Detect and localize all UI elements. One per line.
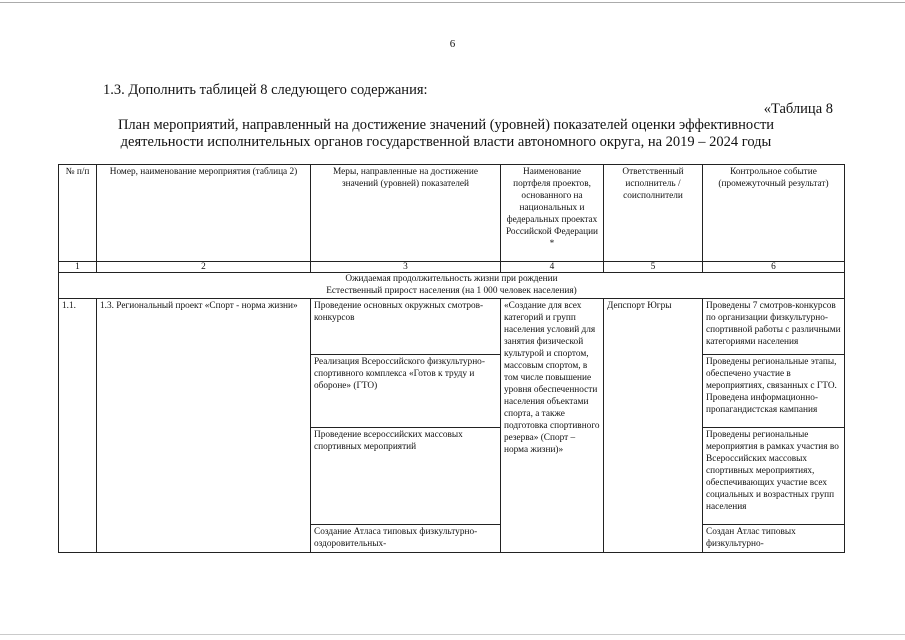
document-title-line-2: деятельности исполнительных органов государственной власти автономного округа, на 2019 – 2024 годы <box>120 134 772 150</box>
action-plan-table <box>58 164 845 553</box>
table-header-row <box>59 165 845 262</box>
column-number: 3 <box>311 262 501 273</box>
indicator-group-cell <box>59 273 845 299</box>
row-responsible: Депспорт Югры <box>604 299 703 553</box>
header-control-event: Контрольное событие (промежуточный результат) <box>703 165 845 262</box>
measure-cell: Проведение основных окружных смотров-конкурсов <box>311 299 501 355</box>
column-number: 6 <box>703 262 845 273</box>
result-cell: Проведены региональные мероприятия в рамках участия во Всероссийских массовых спортивных мероприятиях, обеспечивающих участие всех социальных и возрастных групп населения <box>703 428 845 525</box>
measure-cell: Проведение всероссийских массовых спортивных мероприятий <box>311 428 501 525</box>
measure-cell: Реализация Всероссийского физкультурно-спортивного комплекса «Готов к труду и обороне» (ГТО) <box>311 355 501 428</box>
document-title-line-1: План мероприятий, направленный на достижение значений (уровней) показателей оценки эффективности <box>117 117 775 133</box>
header-event: Номер, наименование мероприятия (таблица 2) <box>97 165 311 262</box>
header-measures: Меры, направленные на достижение значений (уровней) показателей <box>311 165 501 262</box>
row-number: 1.1. <box>59 299 97 553</box>
column-number: 5 <box>604 262 703 273</box>
column-number: 1 <box>59 262 97 273</box>
scan-edge-top <box>0 2 905 3</box>
column-number-row <box>59 262 845 273</box>
amendment-instruction: 1.3. Дополнить таблицей 8 следующего содержания: <box>103 82 428 98</box>
header-responsible: Ответственный исполнитель / соисполнители <box>604 165 703 262</box>
scan-edge-bottom <box>0 634 905 635</box>
row-event-name: 1.3. Региональный проект «Спорт - норма жизни» <box>97 299 311 553</box>
result-cell: Проведены 7 смотров-конкурсов по организации физкультурно-спортивной работы с различными категориями населения <box>703 299 845 355</box>
header-portfolio: Наименование портфеля проектов, основанного на национальных и федеральных проектах Российской Федерации * <box>501 165 604 262</box>
result-cell: Проведены региональные этапы, обеспечено участие в мероприятиях, связанных с ГТО. Проведена информационно-пропагандистская кампания <box>703 355 845 428</box>
measure-cell: Создание Атласа типовых физкультурно-оздоровительных- <box>311 525 501 553</box>
indicator-life-expectancy: Ожидаемая продолжительность жизни при рождении <box>345 274 558 284</box>
header-number: № п/п <box>59 165 97 262</box>
table-row <box>59 299 845 355</box>
indicator-group-row <box>59 273 845 299</box>
table-label: «Таблица 8 <box>763 101 833 117</box>
column-number: 2 <box>97 262 311 273</box>
column-number: 4 <box>501 262 604 273</box>
indicator-natural-growth: Естественный прирост населения (на 1 000 человек населения) <box>326 285 577 296</box>
row-portfolio: «Создание для всех категорий и групп населения условий для занятия физической культурой и спортом, массовым спортом, в том числе повышение уровня обеспеченности населения объектами спорта, а также подготовка спортивного резерва» (Спорт – норма жизни)» <box>501 299 604 553</box>
result-cell: Создан Атлас типовых физкультурно- <box>703 525 845 553</box>
page-number: 6 <box>449 38 456 50</box>
document-title <box>90 117 802 151</box>
